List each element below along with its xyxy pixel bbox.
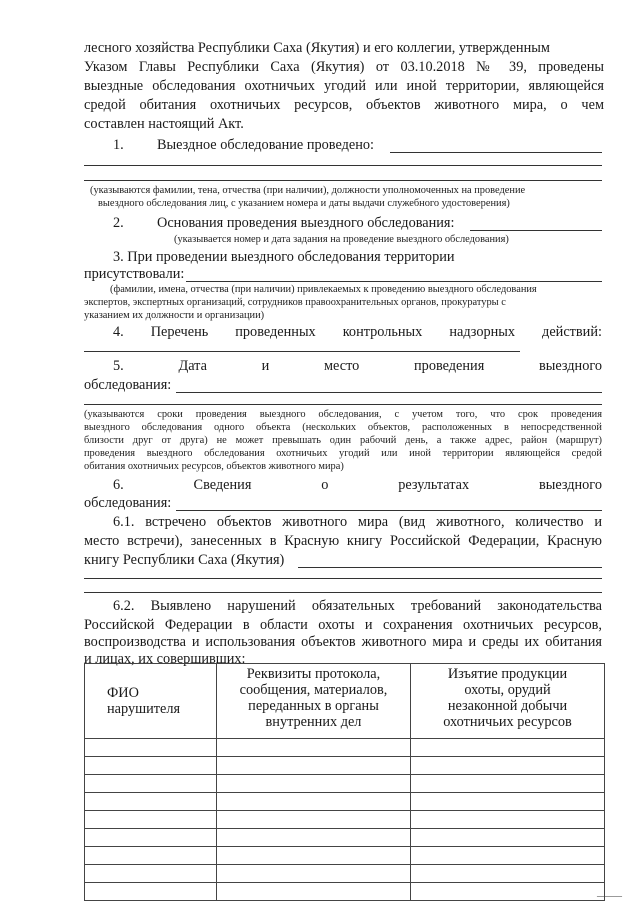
intro-line-5: составлен настоящий Акт.	[84, 116, 244, 132]
header-protocol-line-3: переданных в органы	[248, 698, 379, 714]
table-header-row	[85, 664, 605, 739]
item5-note-4: проведения выездного обследования охотничьих угодий или иной территории являющейся средой	[84, 448, 602, 459]
item1-fill-line-2	[84, 165, 602, 166]
item4-number: 4.	[113, 324, 124, 340]
table-row	[85, 883, 605, 901]
item5-word-1: Дата	[178, 358, 207, 374]
item4-word-3: контрольных	[342, 324, 423, 340]
table-row	[85, 793, 605, 811]
header-fio-line-2: нарушителя	[107, 701, 181, 717]
item5-line	[113, 358, 602, 375]
item61-line-3: книгу Республики Саха (Якутия)	[84, 552, 285, 568]
item5-word-3: место	[324, 358, 360, 374]
item5-note-1: (указываются сроки проведения выездного обследования, с учетом того, что срок проведения	[84, 409, 602, 420]
header-fio-line-1: ФИО	[107, 685, 139, 701]
item61-fill-line-2	[84, 578, 602, 579]
violations-table	[84, 663, 605, 901]
intro-line-3: выездные обследования охотничьих угодий или иной территории, являющейся	[84, 78, 604, 94]
item1-label: Выездное обследование проведено:	[157, 137, 374, 153]
table-row	[85, 739, 605, 757]
item3-note-2: экспертов, экспертных организаций, сотрудников правоохранительных органов, прокуратуры с	[84, 297, 506, 308]
item4-word-2: проведенных	[235, 324, 316, 340]
table-row	[85, 829, 605, 847]
header-seizure-line-3: незаконной добычи	[447, 698, 568, 714]
item1-fill-line-3	[84, 180, 602, 181]
item1-fill-line-1	[390, 152, 602, 153]
item5-note-2: выездного обследования одного объекта (нескольких объектов, расположенных в непосредственной	[84, 422, 602, 433]
item6-word-1: Сведения	[193, 477, 252, 493]
item1-note-2: выездного обследования лиц, с указанием номера и даты выдачи служебного удостоверения)	[98, 198, 510, 209]
item5-number: 5.	[113, 358, 124, 374]
item62-line-1: 6.2. Выявлено нарушений обязательных требований законодательства	[113, 598, 602, 614]
item62-line-3: воспроизводства и использования объектов животного мира и среды их обитания	[84, 634, 602, 650]
header-seizure-line-4: охотничьих ресурсов	[443, 714, 572, 730]
item5-note-3: близости друг от друга) не может превышать один рабочий день, а также адрес, район (маршрут)	[84, 435, 602, 446]
item2-note: (указывается номер и дата задания на проведение выездного обследования)	[174, 234, 509, 245]
item6-fill-line	[176, 510, 602, 511]
table-row	[85, 865, 605, 883]
item62-line-4: и лицах, их совершивших:	[84, 651, 246, 667]
intro-line-1	[84, 40, 604, 57]
header-protocol	[217, 664, 411, 739]
item6-word-3: результатах	[398, 477, 470, 493]
header-protocol-line-4: внутренних дел	[265, 714, 362, 730]
item1-number: 1.	[113, 137, 124, 153]
intro-line-1-text: лесного хозяйства Республики Саха (Якутия) и его коллегии, утвержденным	[84, 40, 550, 56]
header-seizure	[411, 664, 605, 739]
item3-note-1: (фамилии, имена, отчества (при наличии) привлекаемых к проведению выездного обследования	[110, 284, 537, 295]
item5-word-5: выездного	[539, 358, 602, 374]
item5-fill-line-2	[84, 404, 602, 405]
item2-number: 2.	[113, 215, 124, 231]
table-row	[85, 847, 605, 865]
intro-line-4: средой обитания охотничьих ресурсов, объектов животного мира, о чем	[84, 97, 604, 113]
item62-line-2: Российской Федерации в области охоты и сохранения охотничьих ресурсов,	[84, 617, 602, 633]
item5-note-5: обитания охотничьих ресурсов, объектов животного мира)	[84, 461, 344, 472]
item1-note-1: (указываются фамилии, тена, отчества (при наличии), должности уполномоченных на проведение	[90, 185, 526, 196]
item3-label-2: присутствовали:	[84, 266, 185, 282]
item2-label: Основания проведения выездного обследования:	[157, 215, 455, 231]
item6-line	[113, 477, 602, 494]
item3-note-3: указанием их должности и организации)	[84, 310, 265, 321]
item2-fill-line	[470, 230, 602, 231]
header-protocol-line-2: сообщения, материалов,	[239, 682, 388, 698]
intro-line-2: Указом Главы Республики Саха (Якутия) от 03.10.2018 № 39, проведены	[84, 59, 604, 75]
item6-word-2: о	[321, 477, 329, 493]
item6-label-2: обследования:	[84, 495, 172, 511]
item4-word-1: Перечень	[150, 324, 209, 340]
table-row	[85, 775, 605, 793]
item61-line-2: место встречи), занесенных в Красную книгу Российской Федерации, Красную	[84, 533, 602, 549]
item4-word-5: действий:	[542, 324, 602, 340]
item3-fill-line	[186, 281, 602, 282]
header-protocol-line-1: Реквизиты протокола,	[246, 666, 381, 682]
item61-line-1: 6.1. встречено объектов животного мира (вид животного, количество и	[113, 514, 602, 530]
item3-label-1: 3. При проведении выездного обследования территории	[113, 249, 455, 265]
corner-mark: _____	[597, 887, 622, 898]
item61-fill-line-1	[298, 567, 602, 568]
item4-fill-line	[84, 351, 520, 352]
item6-word-4: выездного	[538, 477, 602, 493]
item4-word-4: надзорных	[449, 324, 516, 340]
header-seizure-line-1: Изъятие продукции	[447, 666, 568, 682]
item5-word-2: и	[261, 358, 270, 374]
item61-fill-line-3	[84, 592, 602, 593]
item4-line	[113, 324, 602, 341]
item6-number: 6.	[113, 477, 124, 493]
header-fio	[85, 664, 217, 739]
table-row	[85, 757, 605, 775]
item5-word-4: проведения	[414, 358, 485, 374]
header-seizure-line-2: охоты, орудий	[464, 682, 551, 698]
item5-fill-line-1	[176, 392, 602, 393]
item5-label-2: обследования:	[84, 377, 172, 393]
table-row	[85, 811, 605, 829]
